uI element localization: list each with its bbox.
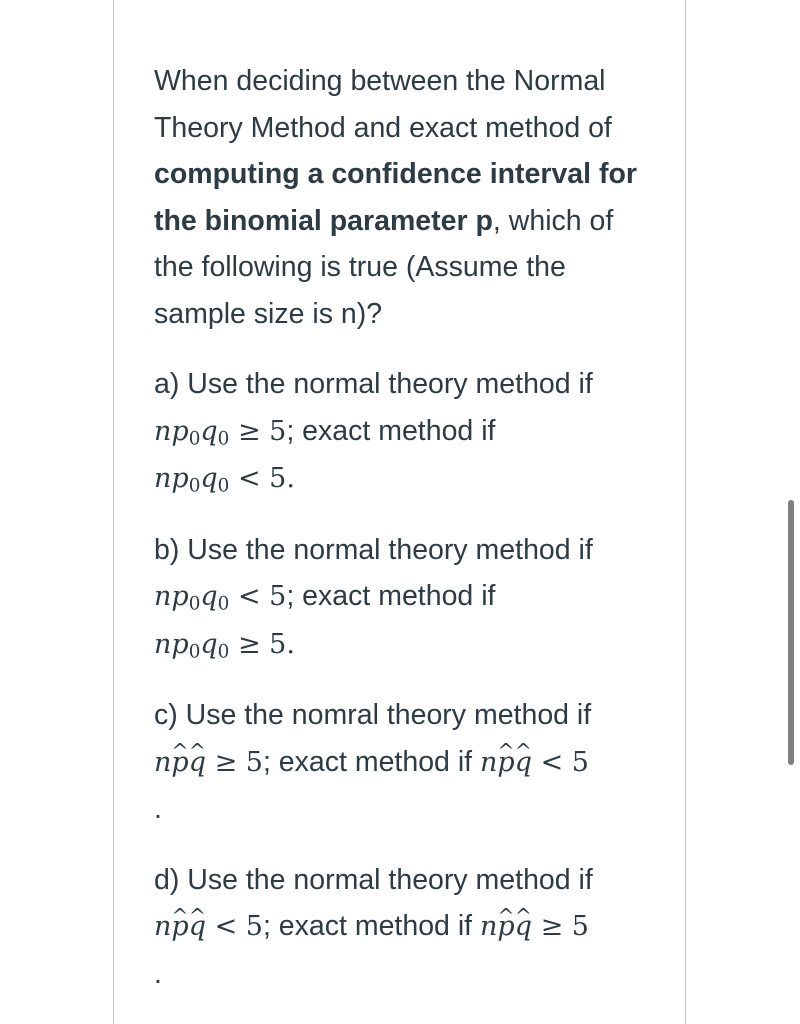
option-a-cond-2: < 5 [237, 463, 287, 494]
option-c-cond-1: ≥ 5 [214, 746, 263, 778]
option-c-cond-2: < 5 [540, 746, 589, 778]
question-intro-2: , which of the following is true (Assume the sample size is n)? [154, 204, 614, 330]
question-intro-1: When deciding between the Normal Theory Method and exact method of [154, 65, 612, 144]
scrollbar[interactable] [788, 500, 794, 765]
option-d-expr-2: n^ p^ q ≥ 5 [480, 911, 589, 942]
option-c[interactable] [154, 692, 654, 833]
question-card [113, 0, 686, 1024]
option-b-end: . [286, 628, 295, 660]
option-d-cond-2: ≥ 5 [540, 911, 589, 942]
option-d-prefix: d) Use the normal theory method if [154, 863, 593, 896]
option-d-expr-1: n^ p^ q < 5 [154, 911, 263, 942]
option-a-mid: ; exact method if [286, 414, 496, 447]
question-intro-bold: computing a confidence interval for the binomial parameter p [154, 158, 637, 237]
question-text [154, 58, 654, 337]
option-a-cond-1: ≥ 5 [237, 415, 287, 447]
option-c-end: . [154, 793, 162, 825]
option-b-cond-2: ≥ 5 [237, 628, 287, 660]
option-b-prefix: b) Use the normal theory method if [154, 533, 593, 566]
option-b-cond-1: < 5 [237, 581, 287, 612]
option-a-expr-2: $np_0q_0 < 5$. [154, 463, 295, 497]
question-content [154, 58, 654, 997]
option-c-expr-1: n^ p^ q ≥ 5 [154, 747, 263, 778]
option-d[interactable] [154, 857, 654, 998]
option-c-prefix: c) Use the nomral theory method if [154, 699, 592, 731]
option-c-mid: ; exact method if [262, 745, 473, 778]
option-b-expr-2: $np_0q_0 \ge 5$. [154, 628, 295, 663]
option-a[interactable] [154, 361, 654, 503]
option-c-expr-2: n^ p^ q < 5 [480, 747, 589, 778]
option-a-end: . [286, 463, 295, 494]
option-b-mid: ; exact method if [286, 580, 496, 612]
option-a-prefix: a) Use the normal theory method if [154, 368, 593, 400]
option-d-mid: ; exact method if [262, 910, 473, 942]
option-d-end: . [154, 957, 162, 990]
option-b-expr-1: $np_0q_0 < 5$ [154, 581, 287, 615]
option-d-cond-1: < 5 [214, 911, 263, 942]
option-b[interactable] [154, 527, 654, 669]
option-a-expr-1: $np_0q_0 \ge 5$ [154, 415, 287, 450]
